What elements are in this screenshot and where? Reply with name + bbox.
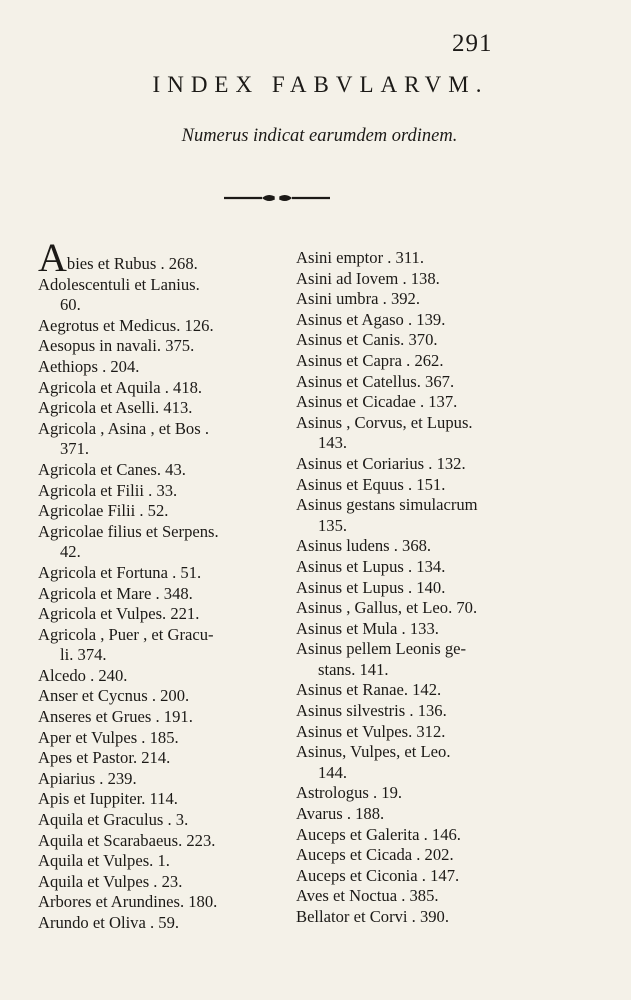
index-entry-text: Asinus , Corvus, et Lupus. — [296, 412, 473, 432]
index-entry — [296, 598, 556, 619]
index-entry — [296, 248, 556, 269]
index-entry-text: Asinus et Capra . 262. — [296, 350, 444, 370]
index-entry-text: Asinus et Mula . 133. — [296, 618, 439, 638]
index-entry — [38, 728, 296, 749]
index-entry — [38, 522, 296, 543]
index-entry — [296, 660, 556, 681]
index-entry-text: Auceps et Cicada . 202. — [296, 845, 454, 865]
index-entry — [296, 269, 556, 290]
decorative-ornament-icon — [222, 188, 332, 208]
index-entry — [38, 769, 296, 790]
index-entry-text: Agricola et Filii . 33. — [38, 480, 178, 500]
index-entry — [38, 398, 296, 419]
index-entry — [296, 619, 556, 640]
index-column-right — [296, 248, 556, 928]
index-entry-text: li. 374. — [60, 645, 107, 665]
index-entry — [38, 892, 296, 913]
index-entry — [38, 235, 296, 280]
index-entry — [296, 763, 556, 784]
index-entry-text: Asinus et Agaso . 139. — [296, 309, 446, 329]
index-entry — [296, 330, 556, 351]
index-entry — [296, 351, 556, 372]
index-entry — [38, 831, 296, 852]
index-entry-text: Arbores et Arundines. 180. — [38, 892, 218, 912]
index-entry-text: Asinus ludens . 368. — [296, 536, 432, 556]
index-entry-text: Alcedo . 240. — [38, 665, 128, 685]
index-entry — [38, 604, 296, 625]
index-entry — [38, 645, 296, 666]
index-entry-text: Agricolae filius et Serpens. — [38, 521, 219, 541]
index-entry-text: 371. — [60, 439, 90, 459]
index-entry — [38, 666, 296, 687]
index-entry — [38, 419, 296, 440]
index-entry — [296, 310, 556, 331]
index-entry — [296, 742, 556, 763]
index-entry-text: Anseres et Grues . 191. — [38, 707, 193, 727]
index-entry-text: Asinus et Lupus . 134. — [296, 556, 446, 576]
index-entry-text: 144. — [318, 762, 348, 782]
index-entry — [296, 454, 556, 475]
index-entry-text: Asinus, Vulpes, et Leo. — [296, 742, 451, 762]
index-entry-text: Asinus et Catellus. 367. — [296, 371, 455, 391]
index-entry-text: Aper et Vulpes . 185. — [38, 727, 179, 747]
index-entry-text: Agricola et Canes. 43. — [38, 459, 186, 479]
index-entry — [296, 722, 556, 743]
index-entry-text: Asinus et Coriarius . 132. — [296, 453, 466, 473]
index-entry-text: Asinus et Ranae. 142. — [296, 680, 442, 700]
index-entry-text: Agricola et Fortuna . 51. — [38, 562, 202, 582]
index-entry — [38, 810, 296, 831]
index-title: INDEX FABVLARVM. — [152, 72, 489, 97]
index-entry-text: Asinus , Gallus, et Leo. 70. — [296, 598, 478, 618]
index-entry — [38, 316, 296, 337]
index-entry — [38, 789, 296, 810]
index-entry-text: Agricola et Vulpes. 221. — [38, 604, 200, 624]
index-entry — [38, 501, 296, 522]
index-entry — [38, 563, 296, 584]
index-entry — [296, 536, 556, 557]
index-entry — [296, 516, 556, 537]
index-column-left — [38, 235, 296, 934]
index-entry — [296, 680, 556, 701]
index-entry-text: Apiarius . 239. — [38, 768, 137, 788]
index-entry — [38, 913, 296, 934]
index-entry — [38, 748, 296, 769]
drop-cap-letter: A — [38, 235, 67, 280]
index-entry — [38, 542, 296, 563]
index-entry-text: Asini ad Iovem . 138. — [296, 268, 440, 288]
index-entry-text: 60. — [60, 295, 81, 315]
index-entry-text: Agricola , Asina , et Bos . — [38, 418, 209, 438]
index-entry — [296, 289, 556, 310]
index-entry-text: Asinus silvestris . 136. — [296, 701, 447, 721]
index-entry — [296, 475, 556, 496]
index-entry-text: Astrologus . 19. — [296, 783, 403, 803]
index-entry — [38, 584, 296, 605]
index-entry — [38, 625, 296, 646]
index-entry — [296, 433, 556, 454]
index-entry-text: Bellator et Corvi . 390. — [296, 907, 450, 926]
index-entry — [296, 557, 556, 578]
index-entry-text: Agricolae Filii . 52. — [38, 501, 169, 521]
index-entry — [38, 357, 296, 378]
index-entry-text: Anser et Cycnus . 200. — [38, 686, 190, 706]
index-entry-text: Asinus et Canis. 370. — [296, 330, 438, 350]
index-entry-text: Aquila et Scarabaeus. 223. — [38, 830, 216, 850]
index-entry-text: Avarus . 188. — [296, 804, 385, 824]
index-entry-text: Asini umbra . 392. — [296, 289, 420, 309]
index-entry — [296, 804, 556, 825]
index-entry-text: Auceps et Ciconia . 147. — [296, 865, 460, 885]
index-entry — [296, 783, 556, 804]
index-entry — [38, 686, 296, 707]
index-entry — [38, 851, 296, 872]
index-entry — [38, 481, 296, 502]
index-entry — [296, 907, 556, 928]
index-entry-text: Aquila et Vulpes . 23. — [38, 871, 183, 891]
index-entry — [296, 639, 556, 660]
index-entry — [38, 295, 296, 316]
index-entry-text: Asinus et Cicadae . 137. — [296, 392, 458, 412]
index-entry-text: Asini emptor . 311. — [296, 248, 424, 267]
index-entry — [296, 578, 556, 599]
index-entry-text: Aegrotus et Medicus. 126. — [38, 315, 214, 335]
index-entry — [296, 825, 556, 846]
index-entry-text: Apes et Pastor. 214. — [38, 748, 171, 768]
index-entry-text: 135. — [318, 515, 348, 535]
index-entry-text: Aves et Noctua . 385. — [296, 886, 439, 906]
index-entry — [38, 336, 296, 357]
index-entry-text: Arundo et Oliva . 59. — [38, 913, 180, 932]
index-entry-text: Adolescentuli et Lanius. — [38, 274, 200, 294]
index-entry-text: Asinus et Equus . 151. — [296, 474, 446, 494]
index-entry-text: Apis et Iuppiter. 114. — [38, 789, 178, 809]
index-entry-text: Asinus pellem Leonis ge- — [296, 639, 467, 659]
index-entry-text: Aquila et Vulpes. 1. — [38, 851, 170, 871]
index-entry-text: 42. — [60, 542, 81, 562]
index-entry — [296, 886, 556, 907]
index-entry-text: Auceps et Galerita . 146. — [296, 824, 461, 844]
index-entry — [296, 495, 556, 516]
index-entry-text: Asinus gestans simulacrum — [296, 495, 478, 515]
index-entry-text: Agricola et Aselli. 413. — [38, 398, 193, 418]
index-entry — [296, 866, 556, 887]
index-entry-text: 143. — [318, 433, 348, 453]
index-entry-text: Agricola , Puer , et Gracu- — [38, 624, 214, 644]
index-entry — [38, 872, 296, 893]
index-entry-text: stans. 141. — [318, 659, 389, 679]
index-entry-text: Aesopus in navali. 375. — [38, 336, 195, 356]
index-entry-text: Asinus et Lupus . 140. — [296, 577, 446, 597]
index-entry — [296, 413, 556, 434]
index-entry — [38, 460, 296, 481]
index-entry-text: Agricola et Mare . 348. — [38, 583, 193, 603]
index-entry — [296, 372, 556, 393]
index-subtitle: Numerus indicat earumdem ordinem. — [181, 126, 458, 146]
index-entry — [296, 701, 556, 722]
index-entry — [38, 275, 296, 296]
index-entry-text: Agricola et Aquila . 418. — [38, 377, 203, 397]
index-entry — [38, 707, 296, 728]
index-entry-text: Asinus et Vulpes. 312. — [296, 721, 446, 741]
index-entry — [38, 378, 296, 399]
index-entry — [296, 845, 556, 866]
index-entry-text: bies et Rubus . 268. — [66, 254, 198, 273]
index-entry — [38, 439, 296, 460]
index-entry-text: Aethiops . 204. — [38, 356, 140, 376]
index-entry-text: Aquila et Graculus . 3. — [38, 810, 189, 830]
index-entry — [296, 392, 556, 413]
page-number: 291 — [452, 30, 493, 57]
